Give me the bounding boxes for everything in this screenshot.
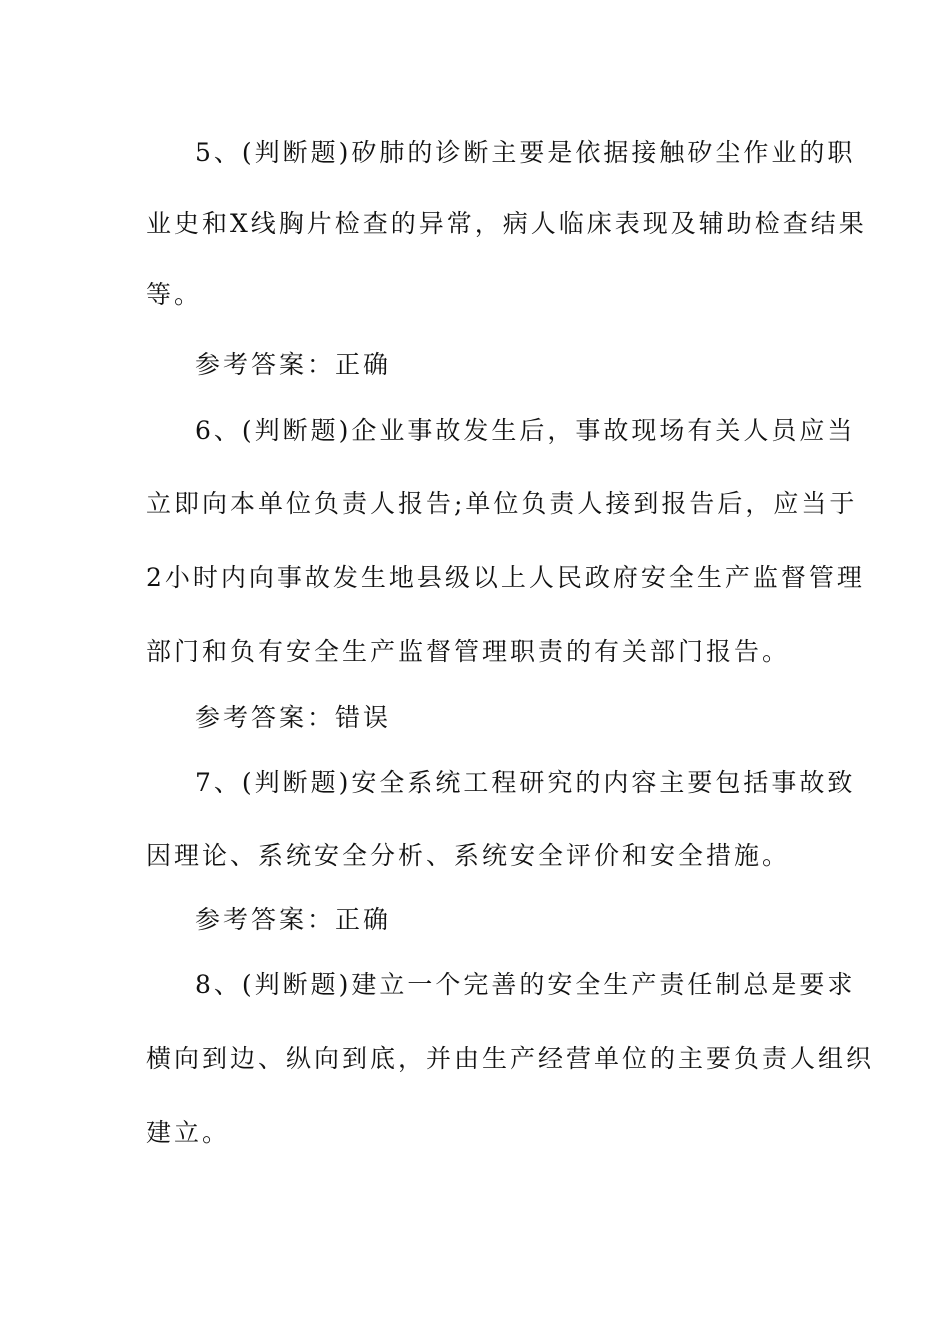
q5-line-3: 等。: [146, 280, 203, 309]
q7-line-1: 7、(判断题)安全系统工程研究的内容主要包括事故致: [195, 768, 856, 797]
q6-line-3: 2小时内向事故发生地县级以上人民政府安全生产监督管理: [146, 563, 865, 592]
q6-line-1: 6、(判断题)企业事故发生后，事故现场有关人员应当: [195, 416, 856, 445]
q7-line-2: 因理论、系统安全分析、系统安全评价和安全措施。: [146, 841, 791, 870]
q8-line-2: 横向到边、纵向到底，并由生产经营单位的主要负责人组织: [146, 1044, 875, 1073]
q5-answer: 参考答案：正确: [195, 350, 392, 379]
q7-answer: 参考答案：正确: [195, 905, 392, 934]
q6-line-4: 部门和负有安全生产监督管理职责的有关部门报告。: [146, 637, 791, 666]
q5-line-2: 业史和X线胸片检查的异常，病人临床表现及辅助检查结果: [146, 209, 867, 238]
q8-line-3: 建立。: [146, 1118, 231, 1147]
q6-line-2: 立即向本单位负责人报告;单位负责人接到报告后，应当于: [146, 489, 858, 518]
q6-answer: 参考答案：错误: [195, 703, 392, 732]
q8-line-1: 8、(判断题)建立一个完善的安全生产责任制总是要求: [195, 970, 856, 999]
q5-line-1: 5、(判断题)矽肺的诊断主要是依据接触矽尘作业的职: [195, 138, 856, 167]
